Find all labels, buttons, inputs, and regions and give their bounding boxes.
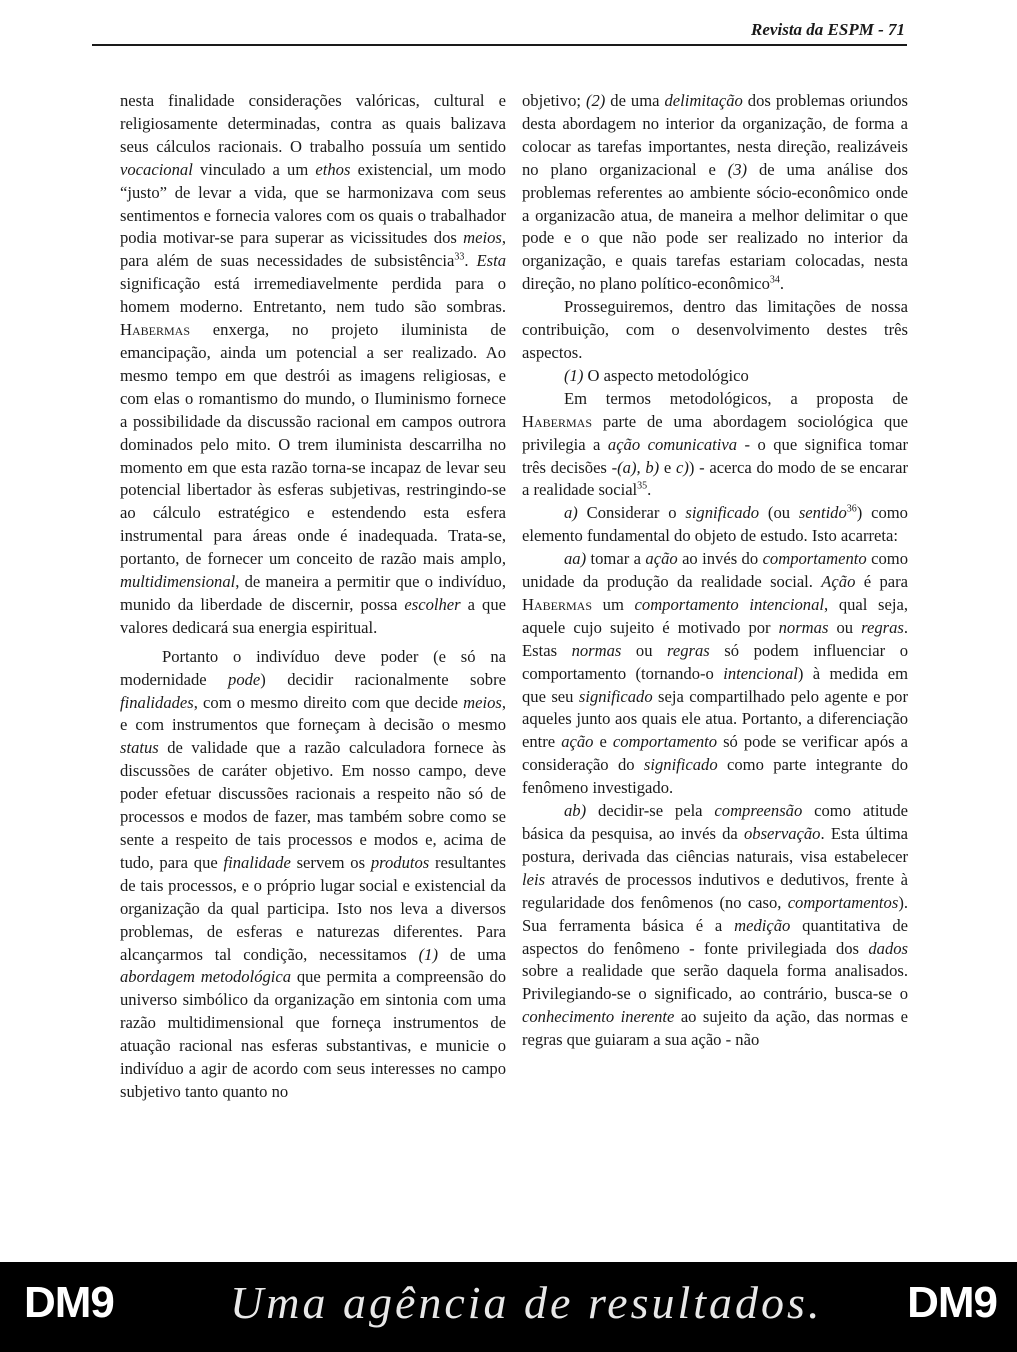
footnote-ref: 34 — [769, 274, 780, 286]
paragraph: Prosseguiremos, dentro das limitações de nossa contribuição, com o desenvolvimento destes três aspectos. — [522, 297, 908, 362]
paragraph: a) Considerar o significado (ou sentido$^{36}$) como elemento fundamental do objeto de estudo. Isto acarreta: — [522, 503, 908, 546]
paragraph: aa) tomar a ação ao invés do comportamento como unidade da produção da realidade social. Ação é para Habermas um comportamento intencional, qual seja, aquele cujo sujeito é motivado por normas ou regras. Estas normas ou regras só podem influenciar o comportamento (tornando-o intencional) à medida em que seu significado seja compartilhado pelo agente e por aqueles junto aos quais ele atua. Portanto, a diferenciação entre ação e comportamento só pode se verificar após a consideração do significado como parte integrante do fenômeno investigado. — [522, 549, 909, 798]
ad-slogan: Uma agência de resultados. — [230, 1277, 823, 1328]
footnote-ref: 35 — [637, 480, 648, 492]
left-column — [120, 90, 506, 1104]
paragraph: Em termos metodológicos, a proposta de Habermas parte de uma abordagem sociológica que privilegia a ação comunicativa - o que significa tomar três decisões -(a), b) e c)) - acerca do modo de se encarar a realidade social$^{35}$. — [522, 388, 909, 500]
running-head: Revista da ESPM - 71 — [751, 20, 905, 39]
paragraph: Portanto o indivíduo deve poder (e só na modernidade pode) decidir racionalmente sobre finalidades, com o mesmo direito com que decide meios, e com instrumentos que forneçam à decisão o mesmo status de validade que a razão calculadora fornece às discussões de caráter objetivo. Em nosso campo, deve poder efetuar discussões racionais a respeito não só de processos e modos de fazer, mas também sobre como se sente a respeito de tais processos e modos e, acima de tudo, para que finalidade servem os produtos resultantes de tais processos, e o próprio lugar social e existencial da organização da qual participa. Isto nos leva a diversos problemas, de esferas e naturezas diferentes. Para alcançarmos tal condição, necessitamos (1) de uma abordagem metodológica que permita a compreensão do universo simbólico da organização em sintonia com uma razão multidimensional que forneça instrumentos de atuação racional nas esferas substantivas, e municie o indivíduo a agir de acordo com seus interesses no campo subjetivo tanto quanto no — [120, 646, 506, 1101]
paragraph: ab) decidir-se pela compreensão como atitude básica da pesquisa, ao invés da observação. Esta última postura, derivada das ciências naturais, visa estabelecer leis através de processos indutivos e dedutivos, frente à regularidade dos fenômenos (no caso, comportamentos). Sua ferramenta básica é a medição quantitativa de aspectos do fenômeno - fonte privilegiada dos dados sobre a realidade que serão daquela forma analisados. Privilegiando-se o significado, ao contrário, busca-se o conhecimento inerente ao sujeito da ação, das normas e regras que guiaram a sua ação - não — [522, 801, 908, 1050]
footnote-ref: 36 — [846, 503, 857, 515]
paragraph: nesta finalidade considerações valóricas, cultural e religiosamente determinadas, contra as quais balizava seus cálculos racionais. O trabalho possuía um sentido vocacional vinculado a um ethos existencial, um modo “justo” de levar a vida, que se harmonizava com seus sentimentos e fornecia valores com os quais o trabalhador podia motivar-se para superar as vicissitudes dos meios, para além de suas necessidades de subsistência$^{33}$. Esta significação está irremediavelmente perdida para o homem moderno. Entretanto, nem tudo são sombras. Habermas enxerga, no projeto iluminista de emancipação, ainda um potencial a ser realizado. Ao mesmo tempo em que destrói as imagens religiosas, e com elas o romantismo do mundo, o Iluminismo fornece a possibilidade da discussão racional em campos outrora dominados pelo mito. O trem iluminista descarrilha no momento em que esta razão torna-se incapaz de levar seu potencial libertador às esferas subjetivas, restringindo-se ao cálculo estratégico e estendendo esta esfera instrumental para áreas onde é inadequada. Trata-se, portanto, de fornecer um conceito de razão mais amplo, multidimensional, de maneira a permitir que o indivíduo, munido da liberdade de discernir, possa escolher a que valores dedicará sua energia espiritual. — [120, 91, 507, 637]
paragraph: objetivo; (2) de uma delimitação dos problemas oriundos desta abordagem no interior da organização, de forma a colocar as tarefas importantes, nesta direção, realizáveis no plano organizacional e (3) de uma análise dos problemas referentes ao ambiente sócio-econômico onde a organizacão atua, de maneira a melhor delimitar o que pode e o que não pode ser realizado no interior da organização, e quais tarefas estariam colocadas, nesta direção, no plano político-econômico$^{34}$. — [522, 91, 908, 294]
right-column — [522, 90, 908, 1052]
footnote-ref: 33 — [454, 251, 465, 263]
header-rule — [92, 44, 907, 46]
section-heading: (1) O aspecto metodológico — [564, 365, 749, 385]
dm9-logo: DM9 — [907, 1278, 997, 1327]
advertisement-banner — [0, 1262, 1017, 1352]
dm9-logo: DM9 — [24, 1278, 114, 1327]
